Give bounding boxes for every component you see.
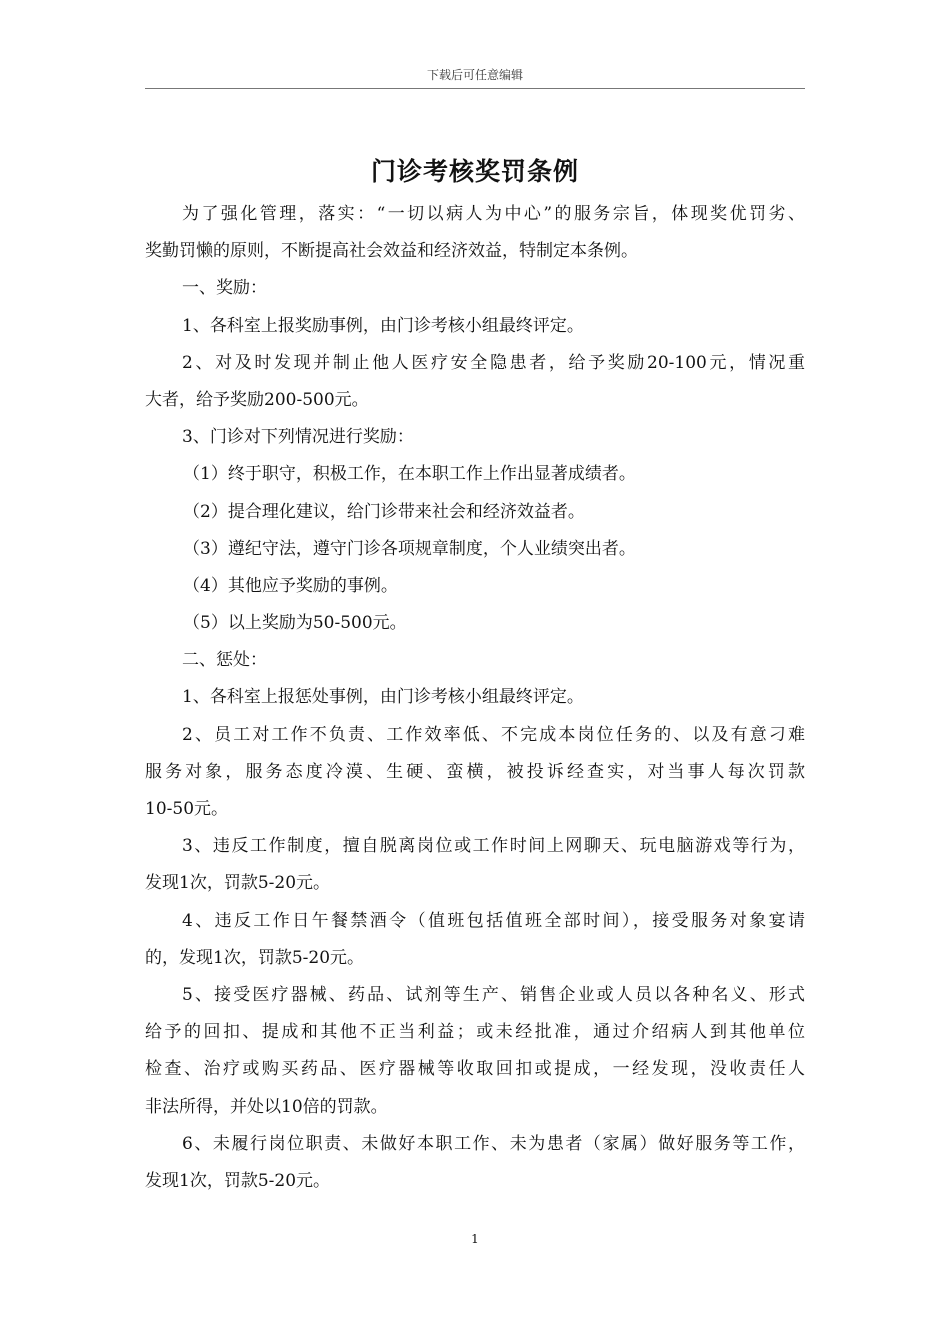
document-title: 门诊考核奖罚条例: [370, 157, 579, 186]
text-line: （1）终于职守，积极工作，在本职工作上作出显著成绩者。: [183, 464, 636, 485]
text-line: 检查、治疗或购买药品、医疗器械等收取回扣或提成，一经发现，没收责任人: [145, 1059, 805, 1080]
text-line: 为了强化管理，落实：“一切以病人为中心”的服务宗旨，体现奖优罚劣、: [182, 204, 805, 224]
header-divider: [145, 88, 805, 89]
text-line: （3）遵纪守法，遵守门诊各项规章制度，个人业绩突出者。: [183, 538, 636, 559]
text-line: 奖勤罚懒的原则，不断提高社会效益和经济效益，特制定本条例。: [145, 241, 638, 262]
text-line: 的，发现1次，罚款5-20元。: [145, 947, 365, 968]
text-line: 6、未履行岗位职责、未做好本职工作、未为患者（家属）做好服务等工作，: [182, 1133, 805, 1154]
text-line: 给予的回扣、提成和其他不正当利益；或未经批准，通过介绍病人到其他单位: [145, 1022, 805, 1043]
text-line: 1、各科室上报奖励事例，由门诊考核小组最终评定。: [182, 315, 584, 336]
text-line: 发现1次，罚款5-20元。: [145, 873, 331, 894]
page-header: 下载后可任意编辑: [426, 68, 523, 82]
text-line: 发现1次，罚款5-20元。: [145, 1170, 331, 1191]
text-line: 1、各科室上报惩处事例，由门诊考核小组最终评定。: [182, 687, 584, 708]
text-line: 3、门诊对下列情况进行奖励：: [182, 427, 414, 448]
text-line: （4）其他应予奖励的事例。: [183, 575, 398, 596]
text-line: 服务对象，服务态度冷漠、生硬、蛮横，被投诉经查实，对当事人每次罚款: [145, 761, 805, 782]
text-line: 2、员工对工作不负责、工作效率低、不完成本岗位任务的、以及有意刁难: [182, 724, 805, 745]
text-line: 二、惩处：: [182, 650, 267, 671]
text-line: 4、违反工作日午餐禁酒令（值班包括值班全部时间），接受服务对象宴请: [182, 910, 805, 931]
text-line: 非法所得，并处以10倍的罚款。: [145, 1096, 388, 1117]
text-line: （5）以上奖励为50-500元。: [183, 613, 407, 634]
document-body: [145, 196, 805, 1200]
text-line: 10-50元。: [145, 799, 229, 819]
text-line: 3、违反工作制度，擅自脱离岗位或工作时间上网聊天、玩电脑游戏等行为，: [182, 836, 805, 857]
text-line: 一、奖励：: [182, 278, 267, 299]
text-line: （2）提合理化建议，给门诊带来社会和经济效益者。: [183, 501, 585, 522]
text-line: 2、对及时发现并制止他人医疗安全隐患者，给予奖励20-100元，情况重: [182, 352, 805, 373]
text-line: 5、接受医疗器械、药品、试剂等生产、销售企业或人员以各种名义、形式: [182, 984, 805, 1005]
page-number: 1: [471, 1232, 479, 1246]
text-line: 大者，给予奖励200-500元。: [145, 389, 369, 410]
